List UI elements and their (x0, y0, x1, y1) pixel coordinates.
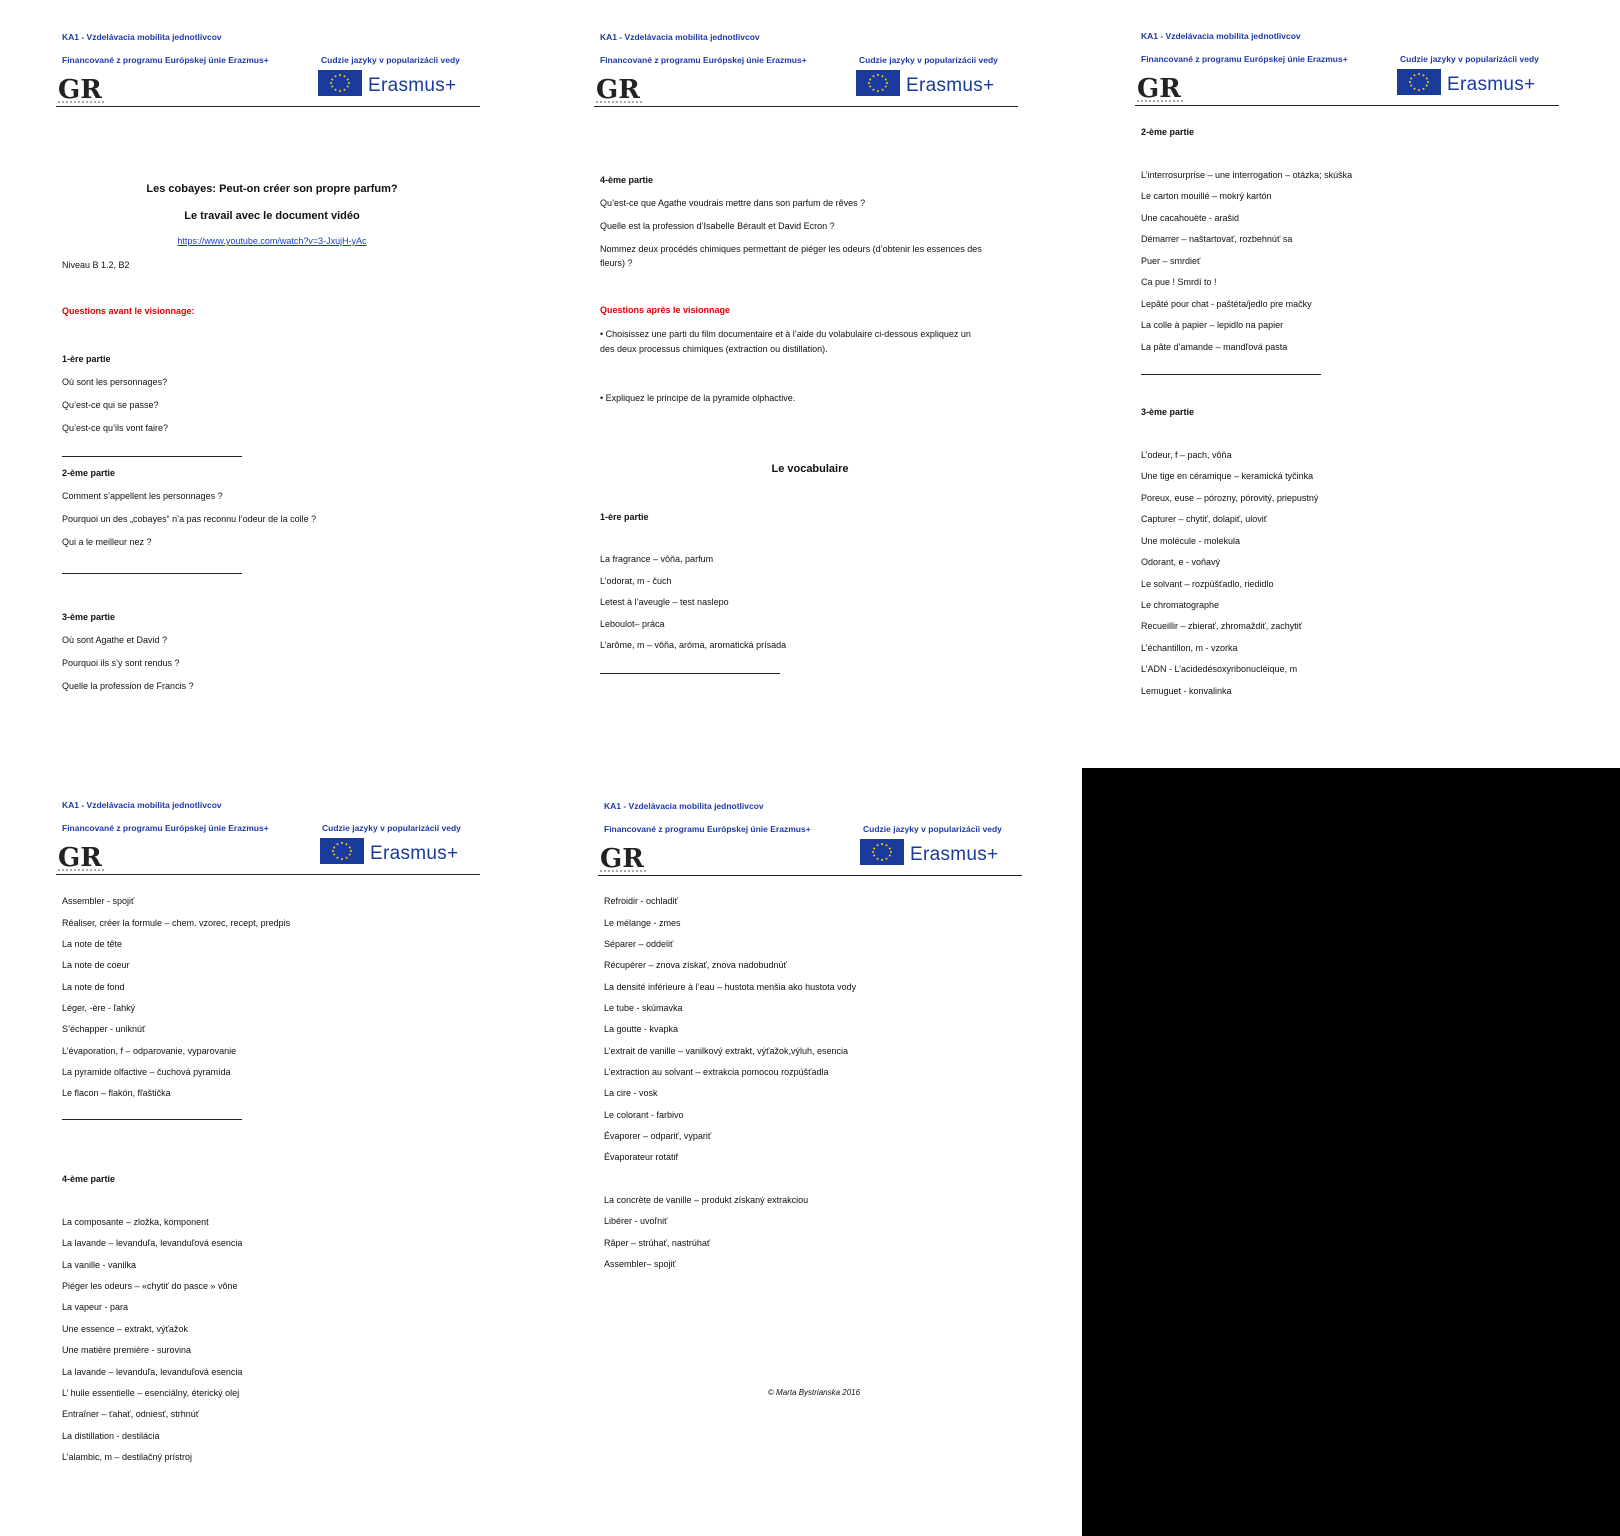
vocab-item: Capturer – chytiť, dolapiť, uloviť (1141, 514, 1268, 524)
vocab-item: Séparer – oddeliť (604, 939, 674, 949)
svg-text:GR: GR (58, 843, 102, 873)
vocab-item: La distillation - destilácia (62, 1431, 160, 1441)
gr-logo-icon (56, 840, 106, 874)
vocab-item: L’échantillon, m - vzorka (1141, 643, 1238, 653)
vocab-item: Letest à l’aveugle – test naslepo (600, 597, 729, 607)
questions-after-title: Questions après le visionnage (600, 305, 731, 315)
vocab-part1-title: 1-ère partie (600, 512, 649, 522)
svg-text:GR: GR (58, 75, 102, 105)
header-ka1: KA1 - Vzdelávacia mobilita jednotlivcov (600, 32, 760, 42)
vocab-item: Une essence – extrakt, výťažok (62, 1324, 188, 1334)
level-text: Niveau B 1.2, B2 (62, 260, 130, 270)
vocab-item: La colle à papier – lepidlo na papier (1141, 320, 1284, 330)
gr-logo-icon (56, 72, 106, 106)
vocab-item: L’extraction au solvant – extrakcia pomocou rozpúšťadla (604, 1067, 829, 1077)
question: Quelle est la profession d’Isabelle Bérault et David Ecron ? (600, 221, 835, 231)
page-2 (596, 32, 1030, 732)
header-ka1: KA1 - Vzdelávacia mobilita jednotlivcov (604, 801, 764, 811)
empty-black-area (1082, 768, 1620, 1536)
vocab-item: La pâte d’amande – mandľová pasta (1141, 342, 1288, 352)
vocab-item: Libérer - uvoľniť (604, 1216, 668, 1226)
header-divider (56, 874, 480, 875)
separator (1141, 374, 1321, 375)
vocab-item: Le solvant – rozpúšťadlo, riedidlo (1141, 579, 1274, 589)
separator (600, 673, 780, 674)
part1-title: 1-ère partie (62, 354, 111, 364)
page-4 (58, 800, 492, 1500)
eu-flag-icon (320, 838, 364, 864)
vocab-item: Leboulot– práca (600, 619, 665, 629)
header-cudzie: Cudzie jazyky v popularizácii vedy (322, 823, 461, 833)
vocab-item: L’alambic, m – destilačný prístroj (62, 1452, 193, 1462)
part4-title: 4-ème partie (600, 175, 654, 185)
vocab-item: Refroidir - ochladiť (604, 896, 678, 906)
vocab-item: Râper – strúhať, nastrúhať (604, 1238, 711, 1248)
vocab-item: La goutte - kvapka (604, 1024, 679, 1034)
part3-title: 3-ème partie (62, 612, 116, 622)
vocab-item: Évaporer – odpariť, vypariť (604, 1131, 712, 1141)
vocab-item: Le mélange - zmes (604, 918, 681, 928)
separator (62, 456, 242, 457)
vocab-part3-title: 3-ème partie (1141, 407, 1195, 417)
eu-flag-icon (856, 70, 900, 96)
vocab-item: Poreux, euse – pórozny, pórovitý, priepustný (1141, 493, 1319, 503)
vocab-item: L’odorat, m - čuch (600, 576, 672, 586)
vocab-item: Le carton mouillé – mokrý kartón (1141, 191, 1272, 201)
header-ka1: KA1 - Vzdelávacia mobilita jednotlivcov (1141, 31, 1301, 41)
vocab-item: Le flacon – flakón, fľaštička (62, 1088, 171, 1098)
question: Pourquoi ils s’y sont rendus ? (62, 658, 180, 668)
vocab-item: Récupérer – znova získať, znova nadobudnúť (604, 960, 787, 970)
vocab-item: L’extrait de vanille – vanilkový extrakt, výťažok,výluh, esencia (604, 1046, 848, 1056)
vocab-item: Puer – smrdieť (1141, 256, 1201, 266)
header-divider (1135, 105, 1559, 106)
task: des deux processus chimiques (extraction ou distillation). (600, 344, 828, 354)
erasmus-logo-text: Erasmus+ (1447, 74, 1536, 95)
vocab-item: Démarrer – naštartovať, rozbehnúť sa (1141, 234, 1293, 244)
question: Qu’est-ce que Agathe voudrais mettre dans son parfum de rêves ? (600, 198, 866, 208)
vocab-item: Le tube - skúmavka (604, 1003, 683, 1013)
question: fleurs) ? (600, 258, 633, 268)
eu-flag-icon (1397, 69, 1441, 95)
vocab-item: La cire - vosk (604, 1088, 658, 1098)
header-financ: Financované z programu Európskej únie Erazmus+ (604, 824, 811, 834)
vocab-item: S’échapper - uniknúť (62, 1024, 146, 1034)
vocab-item: Lepâté pour chat - paštéta/jedlo pre mačky (1141, 299, 1312, 309)
header-cudzie: Cudzie jazyky v popularizácii vedy (863, 824, 1002, 834)
vocab-item: L’ADN - L’acidedésoxyribonucléique, m (1141, 664, 1298, 674)
vocab-item: Le colorant - farbivo (604, 1110, 684, 1120)
vocab-item: La pyramide olfactive – čuchová pyramída (62, 1067, 231, 1077)
vocab-item: La densité inférieure à l’eau – hustota menšia ako hustota vody (604, 982, 857, 992)
svg-text:GR: GR (1137, 74, 1181, 104)
svg-text:GR: GR (600, 844, 644, 874)
question: Pourquoi un des „cobayes“ n’a pas reconnu l’odeur de la colle ? (62, 514, 317, 524)
question: Qui a le meilleur nez ? (62, 537, 152, 547)
copyright-text: © Marta Bystrianska 2016 (767, 1388, 861, 1397)
questions-before-title: Questions avant le visionnage: (62, 306, 195, 316)
question: Comment s’appellent les personnages ? (62, 491, 223, 501)
vocab-item: L’ huile essentielle – esenciálny, éterický olej (62, 1388, 240, 1398)
vocab-item: Évaporateur rotatif (604, 1152, 679, 1162)
erasmus-logo-text: Erasmus+ (906, 75, 995, 96)
header-financ: Financované z programu Európskej únie Erazmus+ (62, 823, 269, 833)
doc-subtitle: Le travail avec le document vidéo (184, 210, 360, 222)
header-financ: Financované z programu Európskej únie Erazmus+ (62, 55, 269, 65)
header-financ: Financované z programu Európskej únie Erazmus+ (600, 55, 807, 65)
vocab-item: Le chromatographe (1141, 600, 1220, 610)
vocab-item: Une matière première - surovina (62, 1345, 192, 1355)
question: Nommez deux procédés chimiques permettant de piéger les odeurs (d’obtenir les essences des (600, 244, 982, 254)
header-financ: Financované z programu Európskej únie Erazmus+ (1141, 54, 1348, 64)
vocab-item: La vapeur - para (62, 1302, 129, 1312)
vocab-item: Une molécule - molekula (1141, 536, 1241, 546)
vocab-item: Réaliser, créer la formule – chem. vzorec, recept, predpis (62, 918, 291, 928)
erasmus-logo-text: Erasmus+ (910, 844, 999, 865)
vocab-item: Odorant, e - voňavý (1141, 557, 1221, 567)
page-5 (600, 801, 1034, 1501)
header-cudzie: Cudzie jazyky v popularizácii vedy (1400, 54, 1539, 64)
svg-text:GR: GR (596, 75, 640, 105)
vocab-item: La concrète de vanille – produkt získaný extrakciou (604, 1195, 809, 1205)
vocab-item: La lavande – levanduľa, levanduľová esencia (62, 1367, 243, 1377)
erasmus-logo-text: Erasmus+ (370, 843, 459, 864)
header-divider (594, 106, 1018, 107)
vocab-item: La composante – zložka, komponent (62, 1217, 209, 1227)
erasmus-logo-text: Erasmus+ (368, 75, 457, 96)
vocab-part4-title: 4-ème partie (62, 1174, 116, 1184)
vocab-item: La fragrance – vôňa, parfum (600, 554, 714, 564)
video-link[interactable]: https://www.youtube.com/watch?v=3-JxujH-yAc (177, 236, 367, 246)
vocab-item: La lavande – levanduľa, levanduľová esencia (62, 1238, 243, 1248)
vocab-item: Assembler– spojiť (604, 1259, 676, 1269)
doc-title: Les cobayes: Peut-on créer son propre parfum? (146, 183, 398, 195)
vocab-item: Lemuguet - konvalinka (1141, 686, 1232, 696)
header-ka1: KA1 - Vzdelávacia mobilita jednotlivcov (62, 32, 222, 42)
question: Quelle la profession de Francis ? (62, 681, 194, 691)
vocab-item: Une cacahouète - arašid (1141, 213, 1240, 223)
gr-logo-icon (598, 841, 648, 875)
vocab-item: Assembler - spojiť (62, 896, 135, 906)
gr-logo-icon (1135, 71, 1185, 105)
header-divider (56, 106, 480, 107)
page-3 (1137, 31, 1571, 731)
vocab-item: La note de fond (62, 982, 125, 992)
vocab-title: Le vocabulaire (771, 463, 849, 475)
vocab-item: Piéger les odeurs – «chytiť do pasce » vône (62, 1281, 238, 1291)
vocab-item: La note de coeur (62, 960, 130, 970)
page-1 (58, 32, 492, 732)
vocab-item: Entraîner – ťahať, odniesť, strhnúť (62, 1409, 200, 1419)
question: Qu’est-ce qui se passe? (62, 400, 159, 410)
separator (62, 1119, 242, 1120)
eu-flag-icon (318, 70, 362, 96)
header-ka1: KA1 - Vzdelávacia mobilita jednotlivcov (62, 800, 222, 810)
header-cudzie: Cudzie jazyky v popularizácii vedy (859, 55, 998, 65)
task: • Choisissez une parti du film documentaire et à l’aide du volabulaire ci-dessous expliquez un (600, 329, 971, 339)
question: Où sont les personnages? (62, 377, 168, 387)
vocab-item: Léger, -ère - ľahký (62, 1003, 136, 1013)
vocab-item: L’évaporation, f – odparovanie, vyparovanie (62, 1046, 237, 1056)
vocab-item: Ca pue ! Smrdí to ! (1141, 277, 1217, 287)
vocab-item: La note de tête (62, 939, 123, 949)
part2-title: 2-ème partie (62, 468, 116, 478)
vocab-part2-title: 2-ème partie (1141, 127, 1195, 137)
vocab-item: L’odeur, f – pach, vôňa (1141, 450, 1232, 460)
vocab-item: L’interrosurprise – une interrogation – otázka; skúška (1141, 170, 1353, 180)
eu-flag-icon (860, 839, 904, 865)
question: Où sont Agathe et David ? (62, 635, 168, 645)
question: Qu’est-ce qu’ils vont faire? (62, 423, 169, 433)
vocab-item: La vanille - vanilka (62, 1260, 137, 1270)
vocab-item: L’arôme, m – vôňa, aróma, aromatická prísada (600, 640, 787, 650)
gr-logo-icon (594, 72, 644, 106)
header-cudzie: Cudzie jazyky v popularizácii vedy (321, 55, 460, 65)
task: • Expliquez le principe de la pyramide olphactive. (600, 393, 796, 403)
separator (62, 573, 242, 574)
vocab-item: Recueillir – zbierať, zhromaždiť, zachytiť (1141, 621, 1303, 631)
header-divider (598, 875, 1022, 876)
vocab-item: Une tige en céramique – keramická tyčinka (1141, 471, 1314, 481)
